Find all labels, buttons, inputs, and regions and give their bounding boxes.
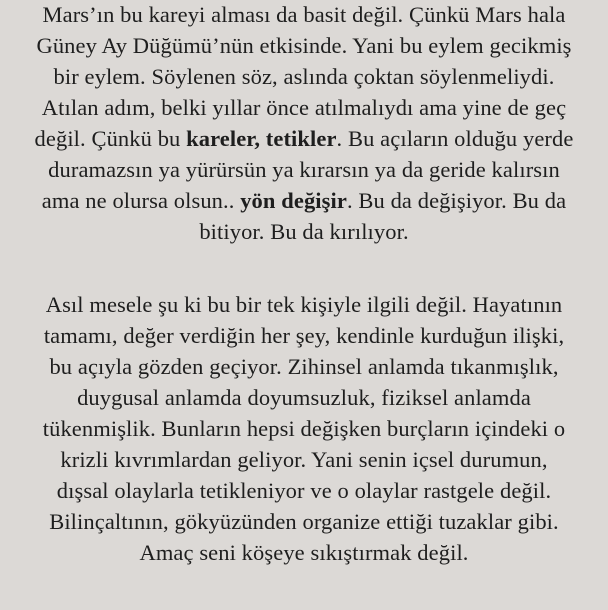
bold-emphasis: kareler, tetikler: [186, 126, 337, 151]
text-run: tükenmişlik. Bunların hepsi değişken burçların içindeki o: [42, 416, 566, 441]
bold-emphasis: yön değişir: [240, 188, 347, 213]
paragraph-2-line-4: [0, 383, 608, 413]
paragraph-1-line-1: [0, 0, 608, 30]
text-run: duygusal anlamda doyumsuzluk, fiziksel anlamda: [77, 385, 531, 410]
paragraph-2-line-1: [0, 290, 608, 320]
paragraph-1-line-5: [0, 124, 608, 154]
text-run: bitiyor. Bu da kırılıyor.: [199, 219, 409, 244]
text-run: Mars’ın bu kareyi alması da basit değil. Çünkü Mars hala: [42, 2, 566, 27]
paragraph-1-line-2: [0, 31, 608, 61]
paragraph-1-line-3: [0, 62, 608, 92]
text-run: . Bu da değişiyor. Bu da: [346, 188, 567, 213]
text-run: değil. Çünkü bu: [34, 126, 187, 151]
text-run: tamamı, değer verdiğin her şey, kendinle kurduğun ilişki,: [43, 323, 565, 348]
text-run: Asıl mesele şu ki bu bir tek kişiyle ilgili değil. Hayatının: [45, 292, 563, 317]
paragraph-2-line-6: [0, 445, 608, 475]
paragraph-1-line-6: [0, 155, 608, 185]
paragraph-2-line-9: [0, 538, 608, 568]
paragraph-2-line-3: [0, 352, 608, 382]
text-run: bir eylem. Söylenen söz, aslında çoktan söylenmeliydi.: [53, 64, 555, 89]
paragraph-1-line-4: [0, 93, 608, 123]
paragraph-2-line-7: [0, 476, 608, 506]
text-run: bu açıyla gözden geçiyor. Zihinsel anlamda tıkanmışlık,: [49, 354, 559, 379]
paragraph-2-line-8: [0, 507, 608, 537]
text-run: Güney Ay Düğümü’nün etkisinde. Yani bu eylem gecikmiş: [36, 33, 572, 58]
text-run: ama ne olursa olsun..: [41, 188, 241, 213]
paragraph-2-line-5: [0, 414, 608, 444]
text-run: Amaç seni köşeye sıkıştırmak değil.: [139, 540, 469, 565]
text-run: Atılan adım, belki yıllar önce atılmalıydı ama yine de geç: [41, 95, 567, 120]
text-run: . Bu açıların olduğu yerde: [336, 126, 574, 151]
text-run: dışsal olaylarla tetikleniyor ve o olaylar rastgele değil.: [56, 478, 552, 503]
text-run: Bilinçaltının, gökyüzünden organize ettiği tuzaklar gibi.: [49, 509, 559, 534]
paragraph-2-line-2: [0, 321, 608, 351]
text-run: krizli kıvrımlardan geliyor. Yani senin içsel durumun,: [60, 447, 548, 472]
paragraph-1-line-8: [0, 217, 608, 247]
text-run: duramazsın ya yürürsün ya kırarsın ya da geride kalırsın: [48, 157, 560, 182]
paragraph-1-line-7: [0, 186, 608, 216]
